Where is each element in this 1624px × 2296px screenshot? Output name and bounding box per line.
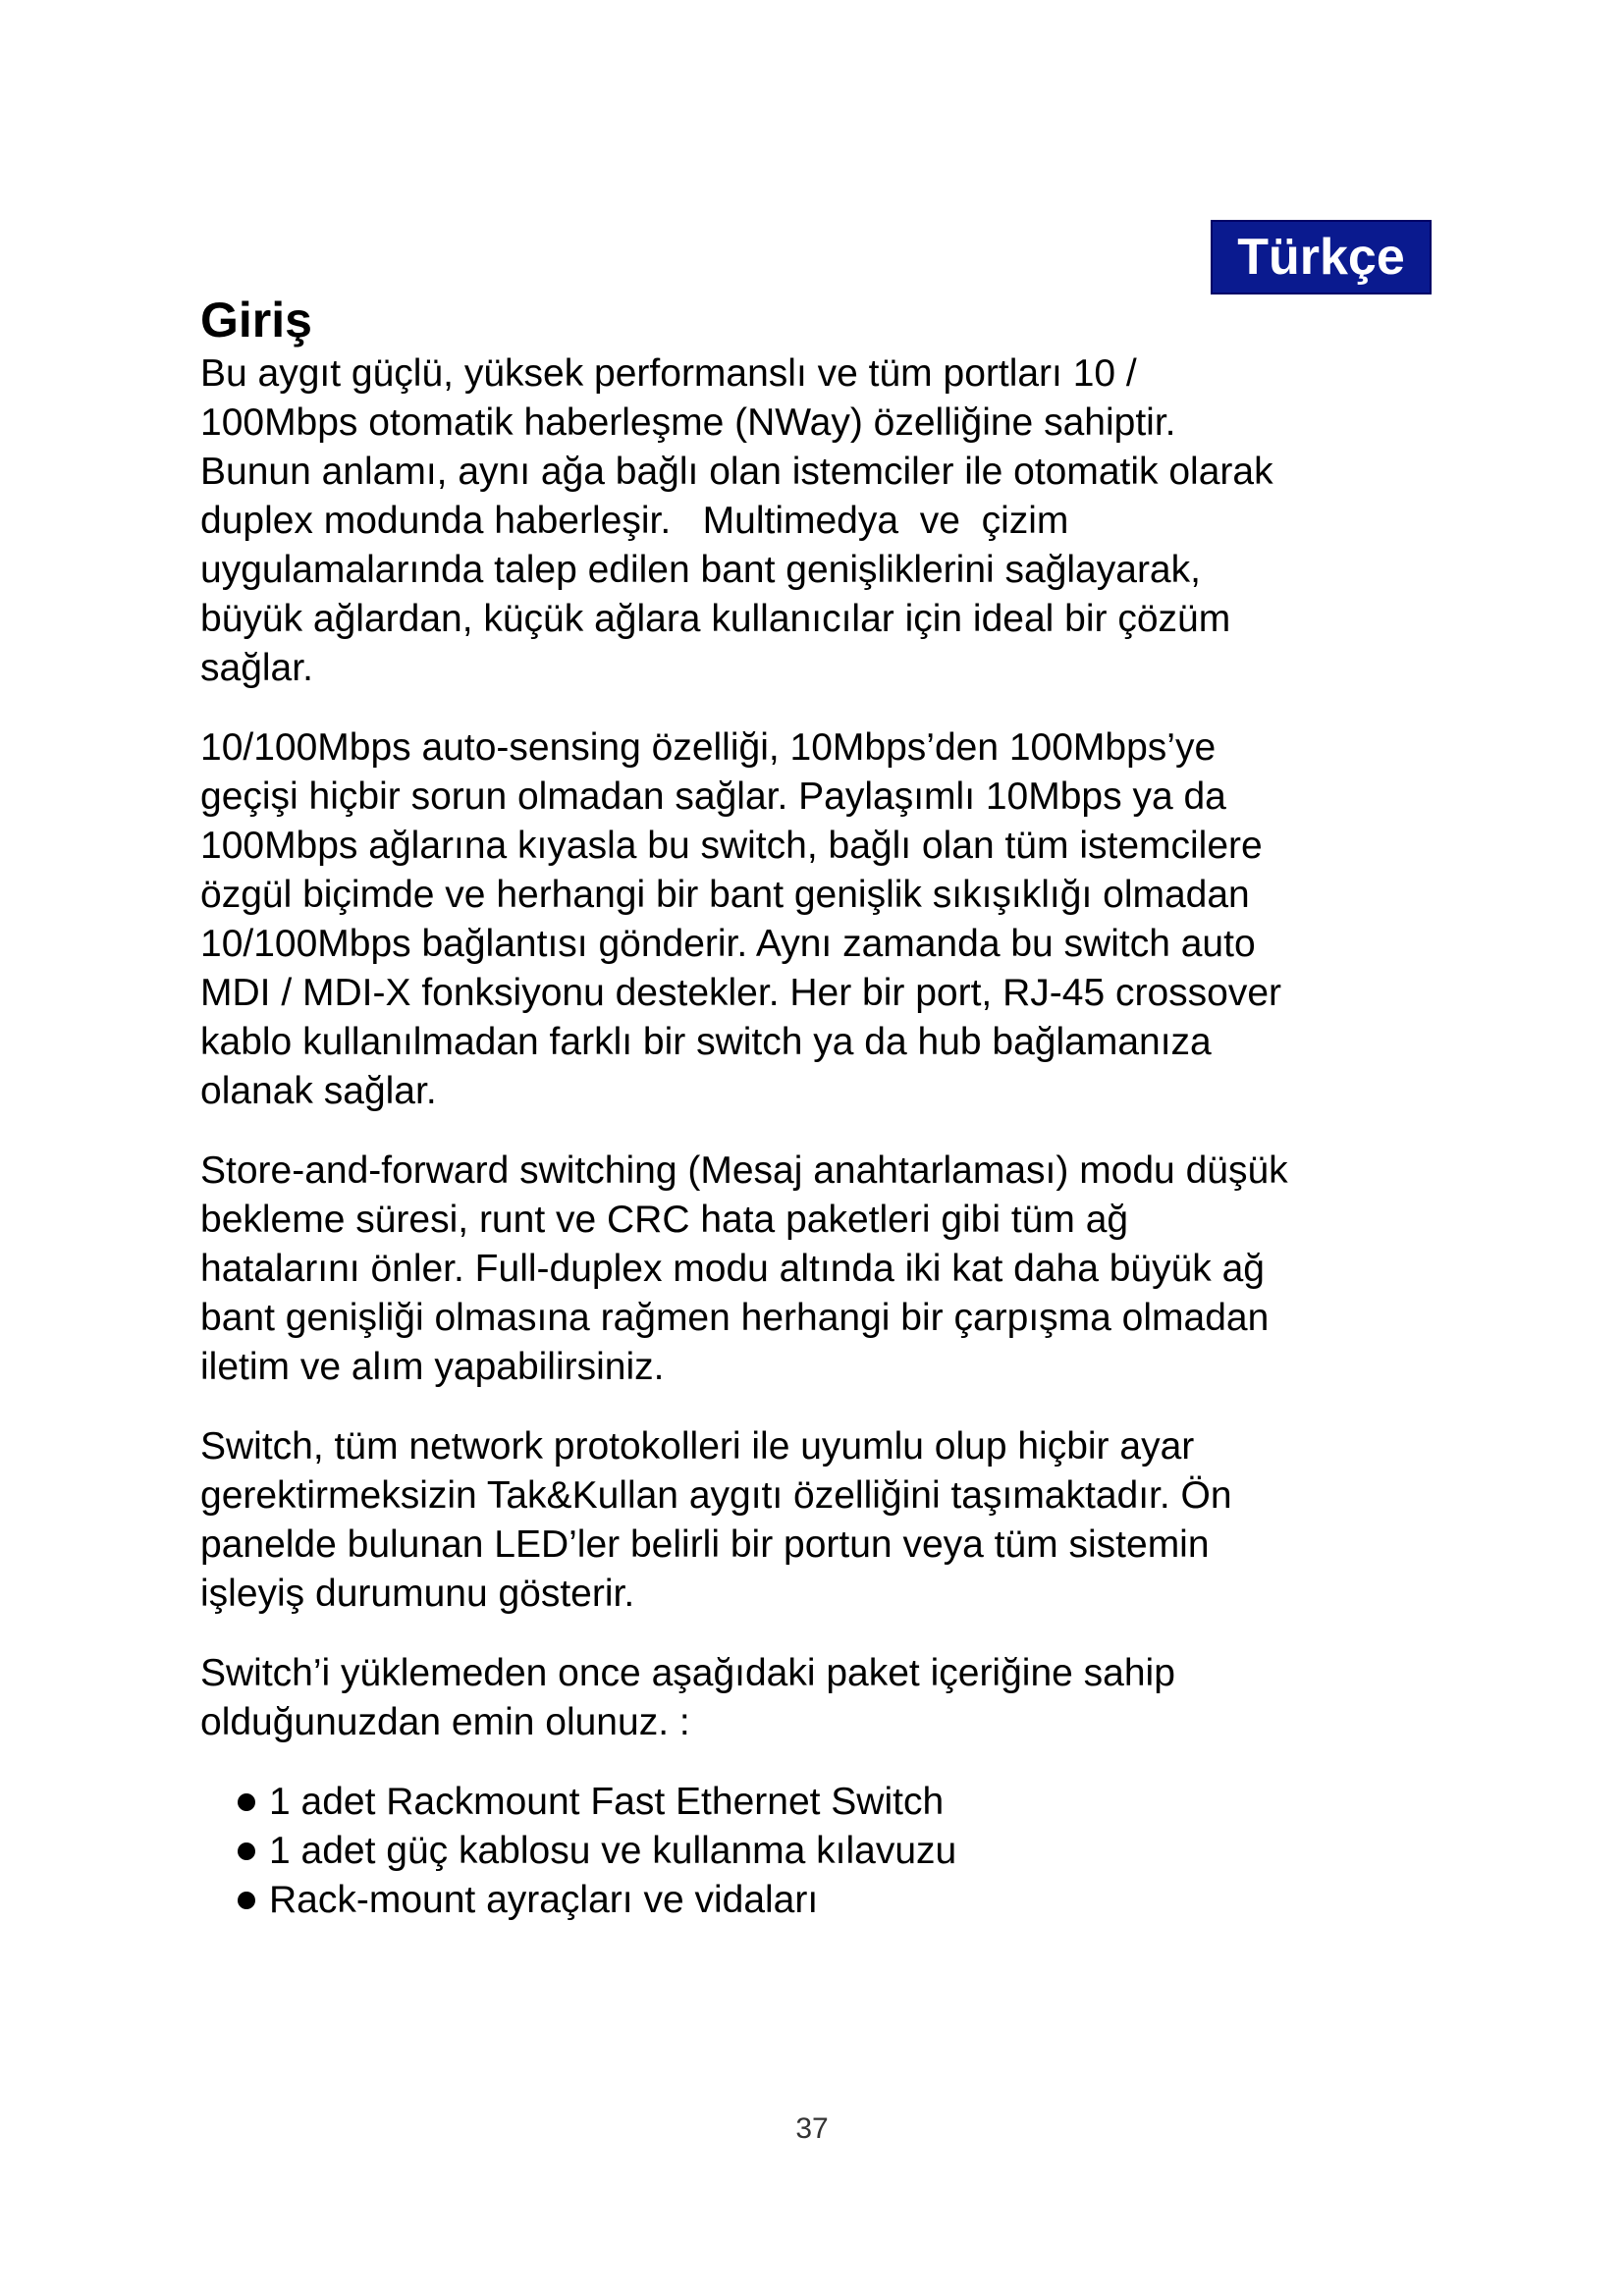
text-line: MDI / MDI-X fonksiyonu destekler. Her bir port, RJ-45 crossover	[200, 972, 1282, 1014]
document-body	[200, 291, 1467, 1925]
text-line: işleyiş durumunu gösterir.	[200, 1573, 635, 1615]
paragraph-intro	[200, 349, 1467, 693]
bullet-icon	[238, 1842, 255, 1860]
bullet-icon	[238, 1892, 255, 1909]
text-line: özgül biçimde ve herhangi bir bant genişlik sıkışıklığı olmadan	[200, 874, 1250, 916]
paragraph-package-contents	[200, 1649, 1467, 1747]
text-line: 100Mbps ağlarına kıyasla bu switch, bağlı olan tüm istemcilere	[200, 825, 1263, 867]
text-line: 10/100Mbps auto-sensing özelliği, 10Mbps’den 100Mbps’ye	[200, 726, 1217, 769]
list-item	[238, 1778, 1467, 1827]
text-line: Store-and-forward switching (Mesaj anahtarlaması) modu düşük	[200, 1149, 1288, 1192]
text-line: olduğunuzdan emin olunuz. :	[200, 1701, 690, 1743]
list-item	[238, 1827, 1467, 1876]
text-line: hatalarını önler. Full-duplex modu altında iki kat daha büyük ağ	[200, 1248, 1266, 1290]
list-item-text: 1 adet Rackmount Fast Ethernet Switch	[269, 1781, 945, 1823]
section-title: Giriş	[200, 293, 312, 347]
text-line: Bunun anlamı, aynı ağa bağlı olan istemciler ile otomatik olarak	[200, 451, 1273, 493]
text-line: 100Mbps otomatik haberleşme (NWay) özelliğine sahiptir.	[200, 401, 1176, 444]
package-contents-list	[200, 1778, 1467, 1925]
text-line: kablo kullanılmadan farklı bir switch ya da hub bağlamanıza	[200, 1021, 1212, 1063]
text-line: sağlar.	[200, 647, 313, 689]
text-line: iletim ve alım yapabilirsiniz.	[200, 1346, 665, 1388]
paragraph-protocols	[200, 1422, 1467, 1619]
language-badge: Türkçe	[1211, 220, 1432, 294]
text-line: olanak sağlar.	[200, 1070, 437, 1112]
list-item-text: Rack-mount ayraçları ve vidaları	[269, 1879, 819, 1921]
bullet-icon	[238, 1793, 255, 1811]
text-line: Switch’i yüklemeden once aşağıdaki paket içeriğine sahip	[200, 1652, 1175, 1694]
text-line: 10/100Mbps bağlantısı gönderir. Aynı zamanda bu switch auto	[200, 923, 1256, 965]
text-line: Bu aygıt güçlü, yüksek performanslı ve tüm portları 10 /	[200, 352, 1137, 395]
list-item	[238, 1876, 1467, 1925]
text-line: uygulamalarında talep edilen bant genişliklerini sağlayarak,	[200, 549, 1201, 591]
text-line: bant genişliği olmasına rağmen herhangi bir çarpışma olmadan	[200, 1297, 1270, 1339]
text-line: Switch, tüm network protokolleri ile uyumlu olup hiçbir ayar	[200, 1425, 1195, 1468]
text-line: duplex modunda haberleşir. Multimedya ve çizim	[200, 500, 1069, 542]
text-line: panelde bulunan LED’ler belirli bir portun veya tüm sistemin	[200, 1523, 1210, 1566]
text-line: geçişi hiçbir sorun olmadan sağlar. Paylaşımlı 10Mbps ya da	[200, 775, 1226, 818]
text-line: gerektirmeksizin Tak&Kullan aygıtı özelliğini taşımaktadır. Ön	[200, 1474, 1232, 1517]
text-line: bekleme süresi, runt ve CRC hata paketleri gibi tüm ağ	[200, 1199, 1129, 1241]
paragraph-auto-sensing	[200, 723, 1467, 1116]
list-item-text: 1 adet güç kablosu ve kullanma kılavuzu	[269, 1830, 957, 1872]
page-number: 37	[795, 2112, 829, 2145]
text-line: büyük ağlardan, küçük ağlara kullanıcılar için ideal bir çözüm	[200, 598, 1231, 640]
paragraph-store-and-forward	[200, 1147, 1467, 1392]
